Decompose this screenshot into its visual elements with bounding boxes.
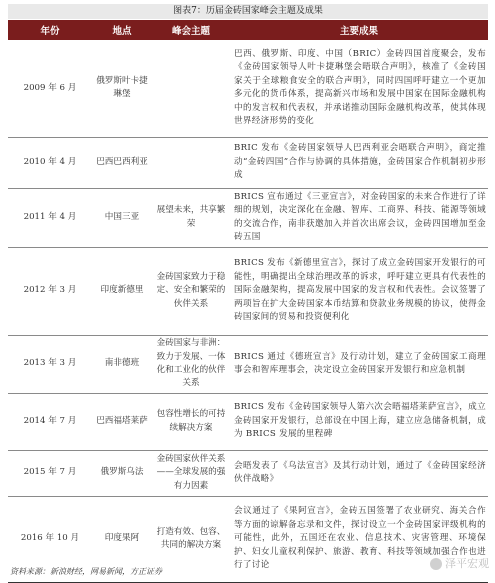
cell-theme: 金砖国家与非洲：致力于发展、一体化和工业化的伙伴关系: [152, 335, 230, 393]
cell-place: 印度新德里: [92, 247, 152, 335]
wechat-logo-icon: [430, 558, 442, 570]
cell-theme: 金砖国家致力于稳定、安全和繁荣的伙伴关系: [152, 247, 230, 335]
cell-place: 巴西巴西利亚: [92, 137, 152, 188]
summit-table: [8, 40, 488, 583]
cell-place: 俄罗斯乌法: [92, 450, 152, 496]
cell-place: 印度果阿: [92, 496, 152, 582]
figure-title: 图表7：历届金砖国家峰会主题及成果: [8, 4, 488, 19]
cell-year: 2011 年 4 月: [8, 188, 92, 247]
table-row: [8, 137, 488, 188]
cell-year: 2010 年 4 月: [8, 137, 92, 188]
cell-theme: 打造有效、包容、共同的解决方案: [152, 496, 230, 582]
cell-result: 巴西、俄罗斯、印度、中国（BRIC）金砖四国首度聚会，发布《金砖国家领导人叶卡捷琳堡会晤联合声明》，核准了《金砖国家关于全球粮食安全的联合声明》，同时四国呼吁建立一个更加多元化的货币体系，提高新兴市场和发展中国家在国际金融机构中的发言权和代表权，并承诺推动国际金融机构改革，使其体现世界经济形势的变化: [230, 40, 488, 137]
cell-year: 2013 年 3 月: [8, 335, 92, 393]
cell-place: 俄罗斯叶卡捷琳堡: [92, 40, 152, 137]
cell-result: 会议通过了《果阿宣言》，金砖五国签署了农业研究、海关合作等方面的谅解备忘录和文件，探讨设立一个金砖国家评级机构的可能性，此外，五国还在农业、信息技术、灾害管理、环境保护、妇女儿童权利保护、旅游、教育、科技等领域加强合作也进行了讨论: [230, 496, 488, 582]
cell-result: BRICS 通过《德班宣言》及行动计划，建立了金砖国家工商理事会和智库理事会，决定设立金砖国家开发银行和应急机制: [230, 335, 488, 393]
cell-theme: [152, 40, 230, 137]
watermark: [430, 555, 489, 571]
table-row: [8, 335, 488, 393]
header-theme: 峰会主题: [171, 26, 210, 37]
cell-year: 2012 年 3 月: [8, 247, 92, 335]
table-header: [8, 20, 488, 40]
table-row: [8, 40, 488, 137]
cell-result: 会晤发表了《乌法宣言》及其行动计划，通过了《金砖国家经济伙伴战略》: [230, 450, 488, 496]
table-row: [8, 188, 488, 247]
table-row: [8, 450, 488, 496]
cell-theme: 展望未来，共享繁荣: [152, 188, 230, 247]
cell-theme: [152, 137, 230, 188]
cell-result: BRICS 宣布通过《三亚宣言》，对金砖国家的未来合作进行了详细的规划，决定深化在金融、智库、工商界、科技、能源等领域的交流合作，南非获邀加入并首次出席会议，金砖四国增加至金砖五国: [230, 188, 488, 247]
cell-result: BRIC 发布《金砖国家领导人巴西利亚会晤联合声明》，商定推动“金砖四国”合作与协调的具体措施，金砖国家合作机制初步形成: [230, 137, 488, 188]
header-result: 主要成果: [339, 26, 378, 37]
cell-year: 2009 年 6 月: [8, 40, 92, 137]
watermark-text: 泽平宏观: [445, 557, 489, 570]
cell-result: BRICS 发布《金砖国家领导人第六次会晤福塔莱萨宣言》，成立金砖国家开发银行，总部设在中国上海，建立应急储备机制，成为 BRICS 发展的里程碑: [230, 393, 488, 450]
cell-year: 2016 年 10 月: [8, 496, 92, 582]
header-place: 地点: [112, 26, 132, 37]
table-row: [8, 247, 488, 335]
cell-year: 2015 年 7 月: [8, 450, 92, 496]
cell-place: 中国三亚: [92, 188, 152, 247]
cell-theme: 包容性增长的可持续解决方案: [152, 393, 230, 450]
cell-place: 巴西福塔莱萨: [92, 393, 152, 450]
cell-theme: 金砖国家伙伴关系——全球发展的强有力因素: [152, 450, 230, 496]
cell-year: 2014 年 7 月: [8, 393, 92, 450]
header-year: 年份: [40, 26, 60, 37]
cell-place: 南非德班: [92, 335, 152, 393]
cell-result: BRICS 发布《新德里宣言》，探讨了成立金砖国家开发银行的可能性，明确提出全球治理改革的诉求，呼吁建立更具有代表性的国际金融架构，提高发展中国家的发言权和代表性。会议签署了两项旨在扩大金砖国家本币结算和贷款业务规模的协议，使得金砖国家间的贸易和投资便利化: [230, 247, 488, 335]
source-note: 资料来源：新浪财经，网易新闻，方正证券: [10, 567, 162, 576]
table-row: [8, 393, 488, 450]
